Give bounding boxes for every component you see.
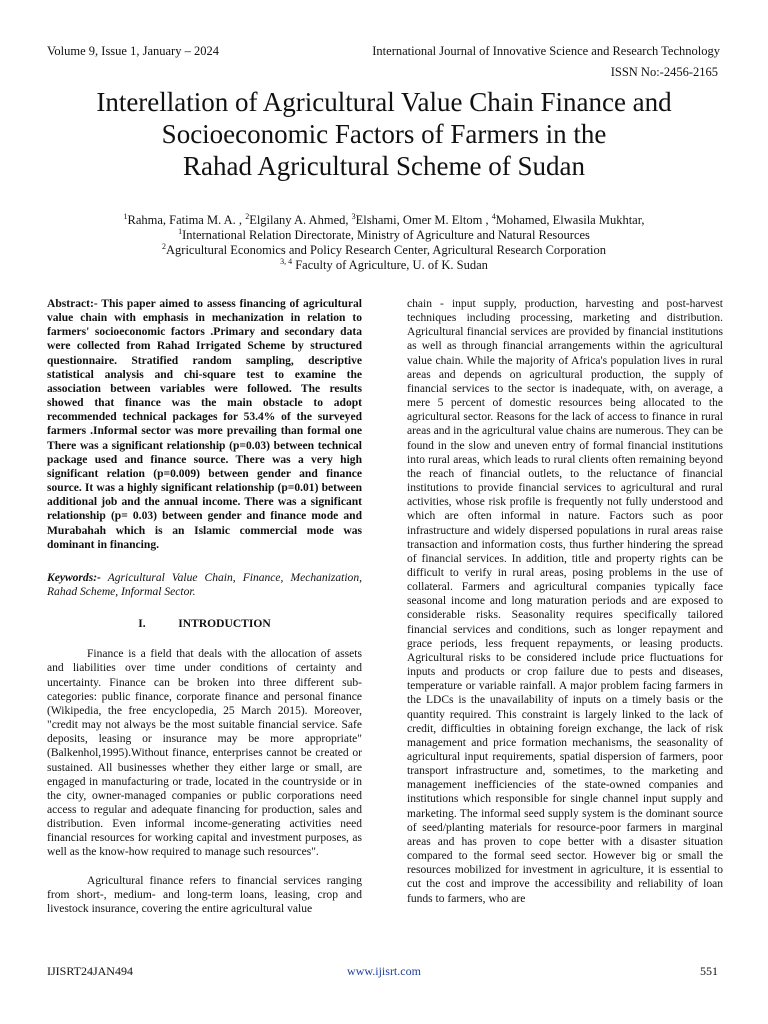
section-title: INTRODUCTION: [178, 618, 271, 631]
author-names: $^1$Rahma, Fatima M. A. , $^2$Elgilany A. Ahmed, $^3$Elshami, Omer M. Eltom , $^4$Mohamed, Elwasila Mukhtar,: [123, 211, 645, 227]
keywords: [47, 571, 362, 599]
section-number: I.: [138, 618, 146, 631]
title-line-2: Socioeconomic Factors of Farmers in the: [161, 119, 607, 149]
intro-paragraph-1: Finance is a field that deals with the allocation of assets and liabilities over time under conditions of certainty and uncertainty. Finance can be broken into three different sub-categories: public finance, corporate finance and personal finance (Wikipedia, the free encyclopedia, 25 March 2015). Moreover, "credit may not always be the most suitable financial service. Safe deposits, leasing or insurance may be more appropriate"(Balkenhol,1995).Without finance, enterprises cannot be created or sustained. All businesses whether they either large or small, are engaged in manufacturing or trade, located in the countryside or in the city, owner-managed companies or public corporations need access to regular and adequate financing for production, sales and distribution. Even informal income-generating activities need financial resources for working capital and investment purposes, as well as the know-how required to manage such resources".: [47, 648, 362, 859]
affiliation-3: $^{3, 4}$ Faculty of Agriculture, U. of K. Sudan: [280, 256, 488, 272]
right-column: [407, 297, 723, 906]
journal-url[interactable]: www.ijisrt.com: [347, 964, 421, 978]
title-line-3: Rahad Agricultural Scheme of Sudan: [183, 151, 585, 181]
left-column: [47, 297, 362, 916]
issn: ISSN No:-2456-2165: [610, 65, 718, 79]
author-block: [40, 213, 728, 273]
intro-paragraph-2: Agricultural finance refers to financial services ranging from short-, medium- and long-term loans, leasing, crop and livestock insurance, covering the entire agricultural value: [47, 874, 362, 915]
article-id: IJISRT24JAN494: [47, 964, 133, 978]
page-number: 551: [700, 964, 718, 978]
affiliation-2: $^2$Agricultural Economics and Policy Research Center, Agricultural Research Corporation: [162, 241, 606, 257]
title-line-1: Interellation of Agricultural Value Chain Finance and: [96, 87, 672, 117]
keywords-label: Keywords:-: [47, 571, 101, 584]
paper-title: [30, 86, 738, 182]
right-column-text: chain - input supply, production, harvesting and post-harvest techniques including processing, marketing and distribution. Agricultural financial services are provided by financial institutions as well as through financial arrangements within the agricultural value chain. While the majority of Africa's population lives in rural areas and depends on agricultural production, the supply of financial services to the sector is inadequate, with, on average, a mere 5 percent of domestic resources being allocated to the agricultural sector. Reasons for the lack of access to finance in rural areas and in the agricultural value chains are numerous. They can be found in the slow and uneven entry of formal financial institutions into rural areas, which leads to rural clients often remaining beyond the reach of financial outlets, to the reluctance of financial institutions to provide financial services to agricultural and rural activities, whose risk profile is frequently not fully understood and which are often informal in nature. Factors such as poor infrastructure and widely dispersed populations in rural areas raise transaction and information costs, thus further hindering the spread of financial services. In addition, title and property rights can be difficult to verify in rural areas, posing problems in the use of collateral. Farmers and agricultural companies typically face seasonal income and long maturation periods and are exposed to considerable risks. Seasonality requires specifically tailored financial services and conditions, such as longer repayment and grace periods, less frequent repayments, or leasing products. Agricultural risks to be considered include price fluctuations for inputs and products or crop failure due to pests and diseases, temperature or variable rainfall. A major problem facing farmers in the LDCs is the unavailability of inputs on a timely basis or the quantity required. This constraint is largely linked to the lack of credit, difficulties in obtaining foreign exchange, the lack of risk management and price formation mechanisms, the seasonality of agricultural input requirements, spatial dispersion of farmers, poor transport infrastructure and, sometimes, to the marketing and management inefficiencies of the state-owned companies and institutions which responsible for single channel input supply and marketing. The informal seed supply system is the dominant source of seed/planting materials for resource-poor farmers in marginal areas and has proven to cope better with a disaster situation compared to the formal seed sector. However big or small the resources mobilized for investment in agriculture, it is essential to cut the cost and improve the accessibility and reliability of loan funds to farmers, who are: [407, 298, 723, 905]
journal-name: International Journal of Innovative Science and Research Technology: [372, 44, 720, 58]
keywords-text: Agricultural Value Chain, Finance, Mechanization, Rahad Scheme, Informal Sector.: [47, 571, 362, 598]
affiliation-1: $^1$International Relation Directorate, Ministry of Agriculture and Natural Resources: [178, 226, 590, 242]
section-heading-introduction: [47, 617, 362, 631]
abstract: Abstract:- This paper aimed to assess financing of agricultural value chain with emphasis in mechanization in relation to farmers' socioeconomic factors .Primary and secondary data were collected from Rahad Irrigated Scheme by structured questionnaire. Stratified random sampling, descriptive statistical analysis and chi-square test to examine the association between variables were followed. The results showed that finance was the main obstacle to adopt recommended technical packages for 53.4% of the surveyed farmers .Informal sector was more prevailing than formal one There was a significant relationship (p=0.03) between technical package used and finance source. There was a very high significant relation (p=0.009) between gender and finance source. It was a highly significant relationship (p=0.01) between additional job and the annual income. There was a significant relationship (p= 0.03) between gender and finance mode and Murabahah which is an Islamic commercial mode was dominant in financing.: [47, 298, 362, 551]
volume-issue: Volume 9, Issue 1, January – 2024: [47, 44, 219, 58]
